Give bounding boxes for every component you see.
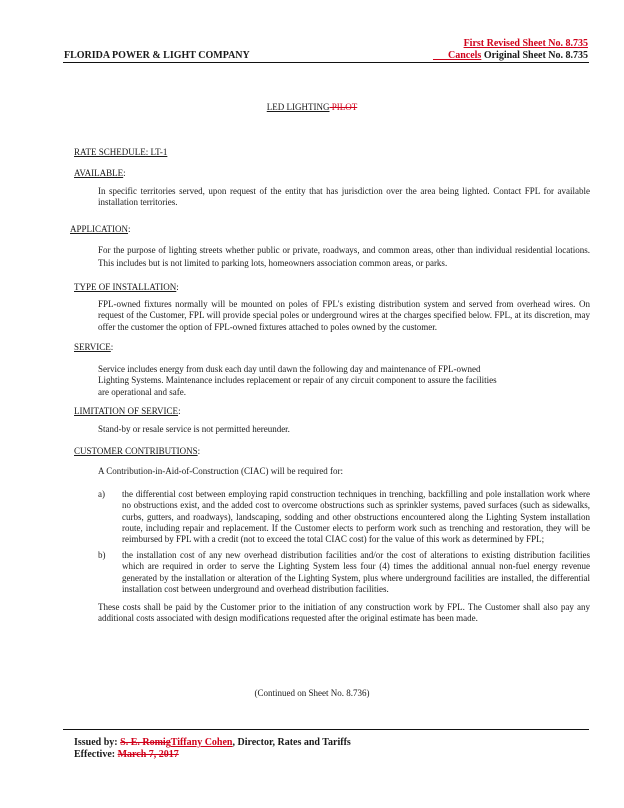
revised-sheet-number: First Revised Sheet No. 8.735 xyxy=(463,38,588,49)
available-heading: AVAILABLE: xyxy=(74,168,126,178)
item-a-marker: a) xyxy=(98,489,105,499)
issued-by-struck-name: S. E. Romig xyxy=(120,737,171,748)
issued-by-new-name: Tiffany Cohen xyxy=(170,737,233,748)
continued-note: (Continued on Sheet No. 8.736) xyxy=(254,688,370,698)
issued-by-line xyxy=(74,737,351,750)
effective-struck-date: March 7, 2017 xyxy=(117,749,179,760)
service-heading: SERVICE: xyxy=(74,342,114,352)
issued-by-title: , Director, Rates and Tariffs xyxy=(232,737,351,748)
sheet-cancels-line xyxy=(412,50,588,63)
customer-contributions-heading: CUSTOMER CONTRIBUTIONS: xyxy=(74,446,201,456)
document-title xyxy=(0,102,624,113)
effective-label: Effective: xyxy=(74,749,116,760)
item-b-text: the installation cost of any new overhead distribution facilities and/or the cost of alterations to existing distribution facilities which are required in order to serve the Lighting System less four (4) times the additional annual non-fuel energy revenue generated by the installation or alteration of the Lighting System, plus where underground facilities are installed, the differential installation cost between underground and overhead distribution facilities. xyxy=(122,550,590,594)
available-text: In specific territories served, upon request of the entity that has jurisdiction over the area being lighted. Contact FPL for available installation territories. xyxy=(98,186,590,208)
limitation-heading: LIMITATION OF SERVICE: xyxy=(74,406,181,416)
contributions-closing: These costs shall be paid by the Customer prior to the initiation of any construction work by FPL. The Customer shall also pay any additional costs associated with design modifications requested after the original estimate has been made. xyxy=(98,602,590,624)
limitation-text: Stand-by or resale service is not permitted hereunder. xyxy=(98,424,290,434)
item-b-marker: b) xyxy=(98,550,106,560)
issued-by-label: Issued by: xyxy=(74,737,118,748)
contributions-intro: A Contribution-in-Aid-of-Construction (CIAC) will be required for: xyxy=(98,466,343,476)
company-name: FLORIDA POWER & LIGHT COMPANY xyxy=(64,50,250,61)
application-text: For the purpose of lighting streets whether public or private, roadways, and common areas, other than individual residential locations. This includes but is not limited to parking lots, homeowners association common areas, or parks. xyxy=(98,245,590,269)
item-a-text: the differential cost between employing rapid construction techniques in trenching, backfilling and pole installation work where no obstructions exist, and the added cost to overcome obstructions such as sprinkler systems, paved surfaces (such as sidewalks, curbs, gutters, and roadways), landscaping, sodding and other obstructions encountered along the Lighting System installation route, including repair and replacement. If the Customer elects to perform work such as trenching and restoration, they will be reimbursed by FPL with a credit (not to exceed the total CIAC cost) for the value of this work as determined by FPL; xyxy=(122,489,590,544)
application-heading: APPLICATION: xyxy=(70,224,131,234)
title-text: LED LIGHTING xyxy=(266,102,330,112)
title-struck-text: PILOT xyxy=(329,102,358,112)
cancels-label: Cancels xyxy=(447,50,482,61)
effective-line xyxy=(74,749,179,762)
rate-schedule-heading: RATE SCHEDULE: LT-1 xyxy=(74,147,168,157)
type-of-installation-heading: TYPE OF INSTALLATION: xyxy=(74,282,179,292)
footer-rule xyxy=(63,729,589,730)
type-of-installation-text: FPL-owned fixtures normally will be mounted on poles of FPL's existing distribution system and served from overhead wires. On request of the Customer, FPL will provide special poles or underground wires at the charges specified below. FPL, at its discretion, may offer the customer the option of FPL-owned fixtures attached to poles owned by the customer. xyxy=(98,299,590,332)
original-sheet-number: Original Sheet No. 8.735 xyxy=(483,50,588,61)
service-text: Service includes energy from dusk each day until dawn the following day and maintenance of FPL-owned Lighting Systems. Maintenance includes replacement or repair of any circuit component to assure the facilities are operational and safe. xyxy=(98,364,497,397)
header-rule xyxy=(63,62,589,63)
